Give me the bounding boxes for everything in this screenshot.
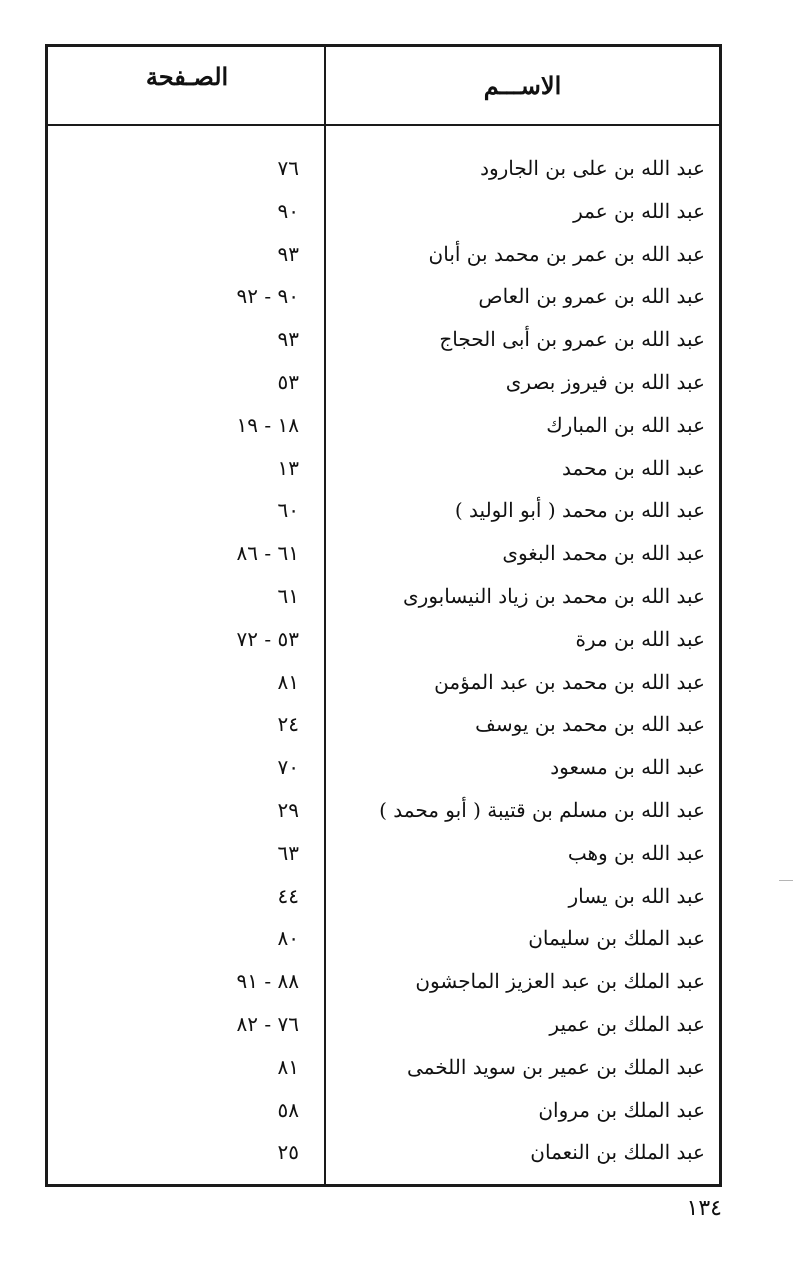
header-name: الاســـم xyxy=(483,71,562,100)
table-row xyxy=(48,703,719,746)
table-row xyxy=(48,875,719,918)
table-row xyxy=(48,575,719,618)
table-body xyxy=(48,147,719,1174)
row-name: عبد الملك بن مروان xyxy=(538,1097,705,1122)
row-name: عبد الملك بن عمير بن سويد اللخمى xyxy=(406,1054,705,1079)
row-name: عبد الله بن المبارك xyxy=(546,412,705,437)
row-pages: ٩٣ xyxy=(277,327,299,352)
header-page: الصـفحة xyxy=(145,62,229,91)
table-row xyxy=(48,789,719,832)
table-row xyxy=(48,489,719,532)
row-name: عبد الله بن مسلم بن قتيبة ( أبو محمد ) xyxy=(379,797,705,822)
row-pages: ٤٤ xyxy=(277,883,299,908)
page-number: ١٣٤ xyxy=(686,1196,722,1221)
row-name: عبد الله بن على بن الجارود xyxy=(480,156,705,180)
row-name: عبد الله بن وهب xyxy=(567,840,705,865)
row-name: عبد الملك بن سليمان xyxy=(528,926,705,951)
margin-mark xyxy=(779,880,793,881)
row-name: عبد الله بن مرة xyxy=(575,626,705,651)
row-name: عبد الله بن يسار xyxy=(568,883,705,908)
table-row xyxy=(48,1003,719,1046)
row-pages: ٩٠ xyxy=(277,198,299,223)
index-table xyxy=(45,44,722,1187)
table-row xyxy=(48,832,719,875)
row-pages: ٩٣ xyxy=(277,241,299,266)
row-pages: ٢٤ xyxy=(277,712,299,737)
row-pages: ٢٥ xyxy=(277,1140,299,1165)
row-name: عبد الله بن محمد البغوى xyxy=(502,541,705,566)
table-row xyxy=(48,404,719,447)
table-row xyxy=(48,147,719,190)
table-row xyxy=(48,532,719,575)
table-row xyxy=(48,318,719,361)
table-row xyxy=(48,275,719,318)
row-pages: ٨٠ xyxy=(277,926,299,951)
row-name: عبد الله بن عمر xyxy=(573,198,705,223)
row-pages: ٧٦ - ٨٢ xyxy=(236,1011,299,1036)
row-pages: ٦١ - ٨٦ xyxy=(236,541,299,566)
row-pages: ٧٠ xyxy=(277,755,299,780)
table-row xyxy=(48,746,719,789)
row-pages: ١٣ xyxy=(277,455,299,480)
row-name: عبد الله بن عمرو بن أبى الحجاج xyxy=(439,327,705,352)
table-row xyxy=(48,1046,719,1089)
row-name: عبد الله بن محمد بن عبد المؤمن xyxy=(434,669,705,694)
row-name: عبد الله بن عمرو بن العاص xyxy=(478,284,705,309)
row-pages: ٥٨ xyxy=(277,1097,299,1122)
table-row xyxy=(48,1089,719,1132)
row-name: عبد الله بن محمد ( أبو الوليد ) xyxy=(454,498,705,523)
table-row xyxy=(48,361,719,404)
table-row xyxy=(48,1131,719,1174)
row-name: عبد الملك بن عمير xyxy=(549,1011,705,1036)
row-pages: ٢٩ xyxy=(277,797,299,822)
table-row xyxy=(48,447,719,490)
row-pages: ٨١ xyxy=(277,669,299,694)
row-pages: ٦١ xyxy=(277,583,299,608)
row-pages: ٧٦ xyxy=(277,156,299,180)
row-name: عبد الله بن محمد بن زياد النيسابورى xyxy=(403,583,705,608)
row-pages: ٦٠ xyxy=(277,498,299,523)
table-row xyxy=(48,917,719,960)
table-header xyxy=(48,47,719,126)
row-name: عبد الله بن عمر بن محمد بن أبان xyxy=(428,241,705,266)
table-row xyxy=(48,661,719,704)
table-row xyxy=(48,960,719,1003)
row-pages: ٥٣ xyxy=(277,369,299,394)
table-row xyxy=(48,233,719,276)
row-pages: ٦٣ xyxy=(277,840,299,865)
row-pages: ٥٣ - ٧٢ xyxy=(236,626,299,651)
row-name: عبد الله بن فيروز بصرى xyxy=(505,369,705,394)
row-name: عبد الله بن محمد xyxy=(561,455,705,480)
row-pages: ٨٨ - ٩١ xyxy=(236,969,299,994)
row-name: عبد الله بن مسعود xyxy=(550,755,705,780)
row-pages: ٩٠ - ٩٢ xyxy=(236,284,299,309)
row-name: عبد الملك بن النعمان xyxy=(530,1140,705,1165)
row-pages: ٨١ xyxy=(277,1054,299,1079)
table-row xyxy=(48,618,719,661)
row-pages: ١٨ - ١٩ xyxy=(236,412,299,437)
row-name: عبد الملك بن عبد العزيز الماجشون xyxy=(415,969,705,994)
table-row xyxy=(48,190,719,233)
row-name: عبد الله بن محمد بن يوسف xyxy=(475,712,705,737)
